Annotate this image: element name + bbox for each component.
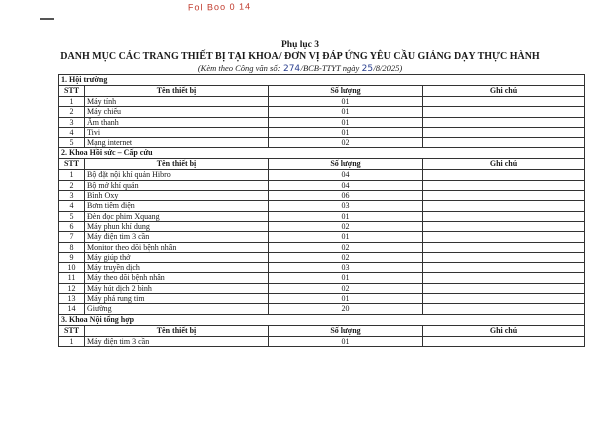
cell-stt: 4 [59, 201, 85, 211]
table-row [59, 107, 585, 117]
cell-qty: 02 [269, 283, 423, 293]
cell-name: Máy theo dõi bệnh nhân [85, 273, 269, 283]
cell-qty: 02 [269, 138, 423, 148]
scan-mark [40, 18, 54, 20]
cell-stt: 5 [59, 138, 85, 148]
document-title: DANH MỤC CÁC TRANG THIẾT BỊ TẠI KHOA/ ĐƠN VỊ ĐÁP ỨNG YÊU CẦU GIẢNG DẠY THỰC HÀNH [60, 51, 540, 62]
table-row [59, 252, 585, 262]
cell-qty: 02 [269, 252, 423, 262]
cell-name: Bình Oxy [85, 191, 269, 201]
document-header [0, 40, 600, 75]
cell-stt: 2 [59, 107, 85, 117]
cell-stt: 1 [59, 336, 85, 346]
cell-name: Monitor theo dõi bệnh nhân [85, 242, 269, 252]
cell-stt: 1 [59, 170, 85, 180]
subtitle-mid: /BCB-TTYT ngày [300, 63, 360, 73]
cell-stt: 12 [59, 283, 85, 293]
header-name: Tên thiết bị [85, 159, 269, 170]
cell-note [423, 294, 585, 304]
table-row [59, 180, 585, 190]
appendix-label: Phụ lục 3 [280, 40, 319, 50]
cell-stt: 9 [59, 252, 85, 262]
cell-name: Giường [85, 304, 269, 314]
cell-name: Máy phá rung tim [85, 294, 269, 304]
cell-note [423, 336, 585, 346]
header-qty: Số lượng [269, 159, 423, 170]
cell-qty: 01 [269, 273, 423, 283]
cell-qty: 20 [269, 304, 423, 314]
cell-name: Bơm tiêm điện [85, 201, 269, 211]
cell-qty: 01 [269, 232, 423, 242]
header-stt: STT [59, 325, 85, 336]
cell-name: Máy tính [85, 97, 269, 107]
cell-qty: 03 [269, 263, 423, 273]
header-stt: STT [59, 159, 85, 170]
equipment-table [58, 74, 585, 347]
header-qty: Số lượng [269, 86, 423, 97]
cell-stt: 2 [59, 180, 85, 190]
cell-note [423, 242, 585, 252]
table-row [59, 221, 585, 231]
table-row [59, 304, 585, 314]
table-row [59, 170, 585, 180]
cell-note [423, 180, 585, 190]
cell-stt: 4 [59, 127, 85, 137]
header-note: Ghi chú [423, 159, 585, 170]
cell-note [423, 107, 585, 117]
table-row [59, 191, 585, 201]
cell-name: Mạng internet [85, 138, 269, 148]
cell-qty: 03 [269, 201, 423, 211]
cell-name: Bộ mở khí quản [85, 180, 269, 190]
table-row [59, 294, 585, 304]
handwritten-day: 25 [361, 64, 374, 74]
cell-qty: 01 [269, 211, 423, 221]
cell-note [423, 97, 585, 107]
section-header-row [59, 75, 585, 86]
cell-qty: 01 [269, 117, 423, 127]
section-header-row [59, 314, 585, 325]
cell-note [423, 221, 585, 231]
cell-name: Máy giúp thở [85, 252, 269, 262]
cell-name: Tivi [85, 127, 269, 137]
table-row [59, 283, 585, 293]
cell-name: Máy hút dịch 2 bình [85, 283, 269, 293]
cell-stt: 5 [59, 211, 85, 221]
header-name: Tên thiết bị [85, 325, 269, 336]
cell-qty: 02 [269, 242, 423, 252]
table-row [59, 201, 585, 211]
cell-note [423, 263, 585, 273]
cell-qty: 02 [269, 221, 423, 231]
cell-qty: 01 [269, 336, 423, 346]
cell-name: Bộ đặt nội khí quản Hibro [85, 170, 269, 180]
header-stt: STT [59, 86, 85, 97]
table-row [59, 273, 585, 283]
cell-name: Máy truyền dịch [85, 263, 269, 273]
cell-stt: 13 [59, 294, 85, 304]
cell-note [423, 211, 585, 221]
cell-note [423, 170, 585, 180]
header-note: Ghi chú [423, 86, 585, 97]
cell-name: Đèn đọc phim Xquang [85, 211, 269, 221]
red-stamp-mark: Fol Boo 0 14 [187, 1, 252, 13]
cell-stt: 14 [59, 304, 85, 314]
section-header-row [59, 148, 585, 159]
cell-note [423, 252, 585, 262]
cell-note [423, 201, 585, 211]
cell-stt: 7 [59, 232, 85, 242]
cell-stt: 8 [59, 242, 85, 252]
table-row [59, 336, 585, 346]
cell-note [423, 191, 585, 201]
cell-note [423, 304, 585, 314]
cell-stt: 1 [59, 97, 85, 107]
cell-stt: 6 [59, 221, 85, 231]
table-row [59, 138, 585, 148]
cell-name: Máy chiếu [85, 107, 269, 117]
table-row [59, 117, 585, 127]
section-title: 2. Khoa Hồi sức – Cấp cứu [59, 148, 585, 159]
cell-qty: 01 [269, 127, 423, 137]
column-header-row [59, 325, 585, 336]
column-header-row [59, 159, 585, 170]
cell-note [423, 138, 585, 148]
cell-name: Máy phun khí dung [85, 221, 269, 231]
cell-note [423, 127, 585, 137]
cell-stt: 11 [59, 273, 85, 283]
cell-note [423, 232, 585, 242]
column-header-row [59, 86, 585, 97]
header-qty: Số lượng [269, 325, 423, 336]
cell-name: Âm thanh [85, 117, 269, 127]
table-row [59, 232, 585, 242]
table-row [59, 242, 585, 252]
subtitle-prefix: (Kèm theo Công văn số: [197, 63, 281, 73]
table-row [59, 211, 585, 221]
cell-note [423, 283, 585, 293]
cell-name: Máy điện tim 3 cần [85, 232, 269, 242]
header-name: Tên thiết bị [85, 86, 269, 97]
table-row [59, 263, 585, 273]
cell-note [423, 273, 585, 283]
cell-stt: 3 [59, 117, 85, 127]
cell-name: Máy điện tim 3 cần [85, 336, 269, 346]
table-row [59, 97, 585, 107]
cell-qty: 06 [269, 191, 423, 201]
section-title: 1. Hội trường [59, 75, 585, 86]
table-row [59, 127, 585, 137]
cell-stt: 10 [59, 263, 85, 273]
cell-note [423, 117, 585, 127]
cell-stt: 3 [59, 191, 85, 201]
header-note: Ghi chú [423, 325, 585, 336]
cell-qty: 04 [269, 170, 423, 180]
cell-qty: 01 [269, 294, 423, 304]
cell-qty: 01 [269, 97, 423, 107]
subtitle-suffix: /8/2025) [373, 63, 403, 73]
handwritten-doc-number: 274 [282, 64, 301, 74]
cell-qty: 01 [269, 107, 423, 117]
section-title: 3. Khoa Nội tổng hợp [59, 314, 585, 325]
cell-qty: 04 [269, 180, 423, 190]
